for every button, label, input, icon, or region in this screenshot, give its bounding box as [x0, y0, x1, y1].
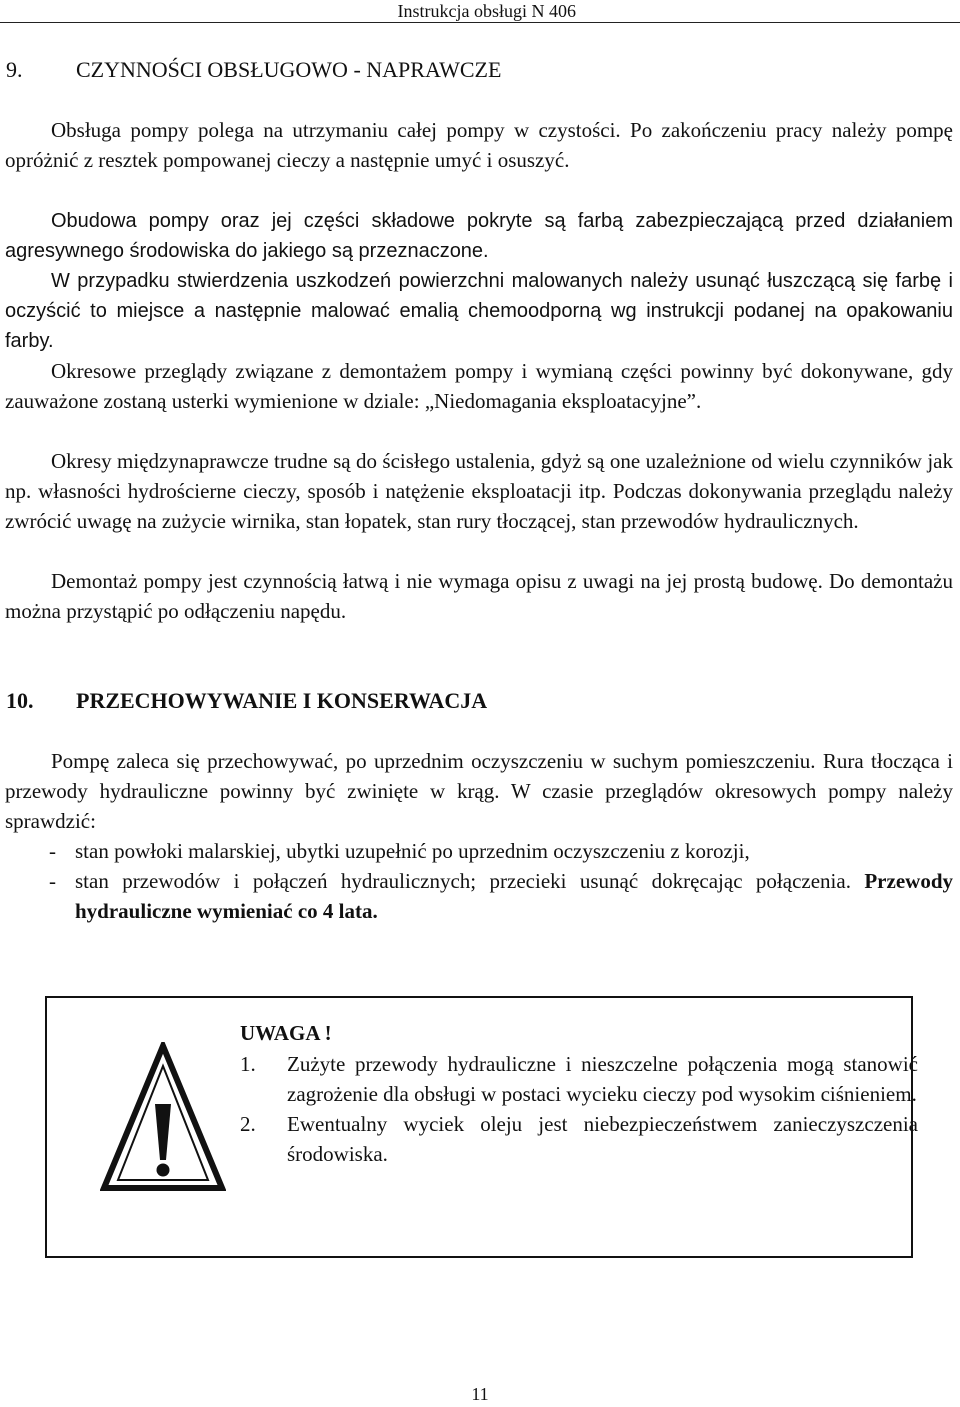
paragraph-intervals: Okresy międzynaprawcze trudne są do ścisłego ustalenia, gdyż są one uzależnione od wielu czynników jak np. własności hydrościerne cieczy, sposób i natężenie eksploatacji itp. Podczas dokonywania przeglądu należy zwrócić uwagę na zużycie wirnika, stan łopatek, stan rury tłoczącej, stan przewodów hydraulicznych. — [5, 449, 953, 533]
warning-triangle-icon — [100, 1042, 226, 1192]
page-number: 11 — [471, 1384, 489, 1404]
warning-item: 2. Ewentualny wyciek oleju jest niebezpieczeństwem zanieczyszczenia środowiska. — [240, 1109, 918, 1169]
hose-replacement-note: Przewody hydrauliczne wymieniać co 4 lata. — [75, 869, 953, 923]
header-title: Instrukcja obsługi N 406 — [397, 1, 576, 21]
list-item: - stan przewodów i połączeń hydraulicznych; przecieki usunąć dokręcając połączenia. Przewody hydrauliczne wymieniać co 4 lata. — [5, 866, 953, 926]
warning-item-number: 2. — [240, 1112, 256, 1136]
section-9-title: CZYNNOŚCI OBSŁUGOWO - NAPRAWCZE — [76, 57, 502, 82]
section-10-heading — [6, 688, 487, 714]
section-10-number: 10. — [6, 688, 34, 713]
paragraph-storage: Pompę zaleca się przechowywać, po uprzednim oczyszczeniu w suchym pomieszczeniu. Rura tłocząca i przewody hydrauliczne powinny być zwinięte w krąg. W czasie przeglądów okresowych pompy należy sprawdzić: — [5, 749, 953, 833]
paragraph-housing: Obudowa pompy oraz jej części składowe pokryte są farbą zabezpieczającą przed działaniem agresywnego środowiska do jakiego są przeznaczone. — [5, 210, 953, 262]
section-10-title: PRZECHOWYWANIE I KONSERWACJA — [76, 688, 488, 713]
paragraph-disassembly: Demontaż pompy jest czynnością łatwą i nie wymaga opisu z uwagi na jej prostą budowę. Do demontażu można przystąpić po odłączeniu napędu. — [5, 569, 953, 623]
warning-item-number: 1. — [240, 1052, 256, 1076]
warning-item: 1. Zużyte przewody hydrauliczne i nieszczelne połączenia mogą stanowić zagrożenie dla obsługi w postaci wycieku cieczy pod wysokim ciśnieniem. — [240, 1049, 918, 1109]
section-9-heading — [6, 57, 501, 83]
warning-list — [240, 1049, 918, 1169]
paragraph-damage: W przypadku stwierdzenia uszkodzeń powierzchni malowanych należy usunąć łuszczącą się farbę i oczyścić to miejsce a następnie malować emalią chemoodporną wg instrukcji podanej na opakowaniu farby. — [5, 270, 953, 352]
section-9-number: 9. — [6, 57, 23, 82]
list-item: - stan powłoki malarskiej, ubytki uzupełnić po uprzednim oczyszczeniu z korozji, — [5, 836, 953, 866]
paragraph-inspections: Okresowe przeglądy związane z demontażem pompy i wymianą części powinny być dokonywane, gdy zauważone zostaną usterki wymienione w dziale: „Niedomagania eksploatacyjne”. — [5, 359, 953, 413]
list-dash: - — [49, 869, 56, 893]
paragraph-cleaning: Obsługa pompy polega na utrzymaniu całej pompy w czystości. Po zakończeniu pracy należy pompę opróżnić z resztek pompowanej cieczy a następnie umyć i osuszyć. — [5, 118, 953, 172]
list-dash: - — [49, 839, 56, 863]
page-header — [0, 0, 960, 23]
warning-title: UWAGA ! — [240, 1021, 332, 1045]
storage-check-list — [5, 836, 953, 926]
